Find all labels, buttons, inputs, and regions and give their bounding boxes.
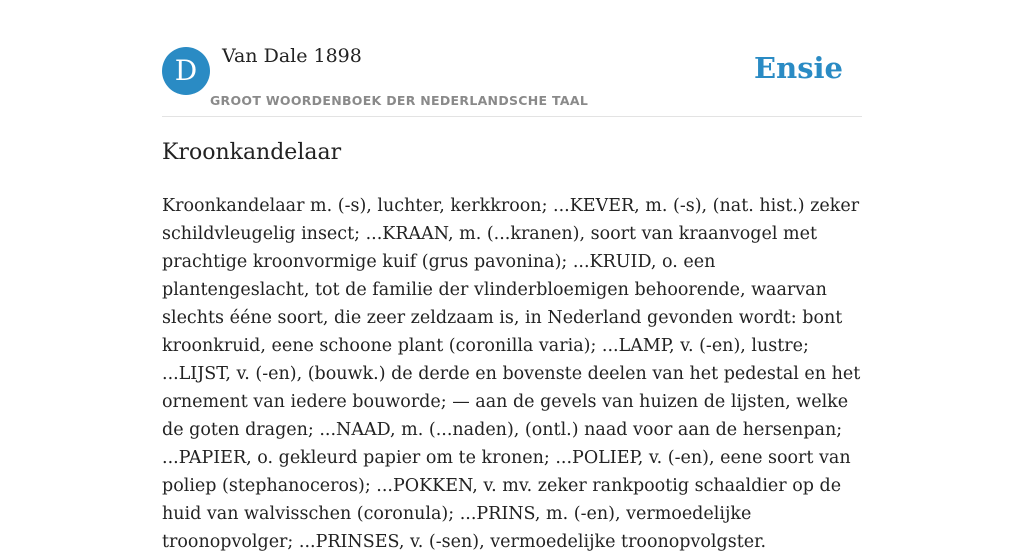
dictionary-avatar[interactable]: D bbox=[162, 47, 210, 95]
entry-definition: Kroonkandelaar m. (-s), luchter, kerkkroon; ...KEVER, m. (-s), (nat. hist.) zeker schildvleugelig insect; ...KRAAN, m. (...kranen), soort van kraanvogel met prachtige kroonvormige kuif (grus pavonina); ...KRUID, o. een plantengeslacht, tot de familie der vlinderbloemigen behoorende, waarvan slechts ééne soort, die zeer zeldzaam is, in Nederland gevonden wordt: bont kroonkruid, eene schoone plant (coronilla varia); ...LAMP, v. (-en), lustre; ...LIJST, v. (-en), (bouwk.) de derde en bovenste deelen van het pedestal en het ornement van iedere bouworde; — aan de gevels van huizen de lijsten, welke de goten dragen; ...NAAD, m. (...naden), (ontl.) naad voor aan de hersenpan; ...PAPIER, o. gekleurd papier om te kronen; ...POLIEP, v. (-en), eene soort van poliep (stephanoceros); ...POKKEN, v. mv. zeker rankpootig schaaldier op de huid van walvisschen (coronula); ...PRINS, m. (-en), vermoedelijke troonopvolger; ...PRINSES, v. (-sen), vermoedelijke troonopvolgster. bbox=[162, 196, 861, 552]
ensie-logo[interactable]: Ensie bbox=[754, 51, 843, 85]
entry-title: Kroonkandelaar bbox=[162, 140, 342, 165]
dictionary-title-link[interactable]: Van Dale 1898 bbox=[222, 45, 362, 67]
dictionary-header bbox=[162, 0, 862, 117]
dictionary-subtitle: GROOT WOORDENBOEK DER NEDERLANDSCHE TAAL bbox=[210, 93, 589, 108]
